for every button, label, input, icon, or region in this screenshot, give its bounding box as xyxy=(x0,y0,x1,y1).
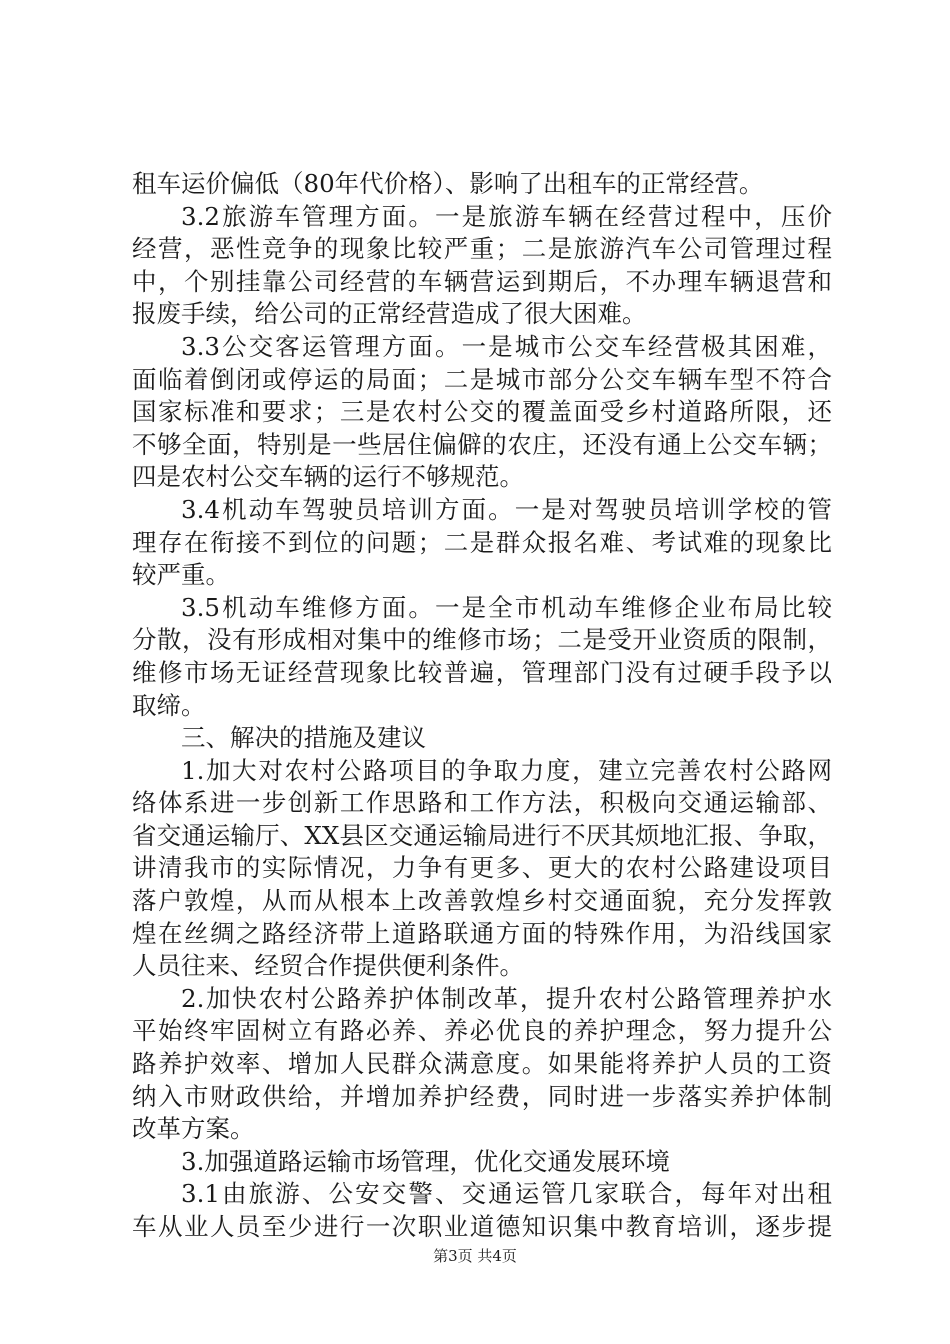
text-line: 面临着倒闭或停运的局面；二是城市部分公交车辆车型不符合 xyxy=(132,364,832,394)
text-line: 人员往来、经贸合作提供便利条件。 xyxy=(132,951,524,981)
text-line: 1.加大对农村公路项目的争取力度，建立完善农村公路网 xyxy=(181,755,832,785)
text-line: 3.1由旅游、公安交警、交通运管几家联合，每年对出租 xyxy=(181,1179,832,1209)
text-line: 3.5机动车维修方面。一是全市机动车维修企业布局比较 xyxy=(181,592,832,622)
text-line: 租车运价偏低（80年代价格）、影响了出租车的正常经营。 xyxy=(132,169,764,198)
page-footer: 第3页 共4页 xyxy=(433,1247,517,1265)
text-line: 三、解决的措施及建议 xyxy=(181,723,426,753)
text-line: 3.加强道路运输市场管理，优化交通发展环境 xyxy=(181,1146,670,1176)
text-line: 理存在衔接不到位的问题；二是群众报名难、考试难的现象比 xyxy=(132,527,832,557)
text-line: 报废手续，给公司的正常经营造成了很大困难。 xyxy=(132,299,647,329)
text-line: 纳入市财政供给，并增加养护经费，同时进一步落实养护体制 xyxy=(132,1081,832,1111)
text-line: 四是农村公交车辆的运行不够规范。 xyxy=(132,462,524,492)
text-line: 3.4机动车驾驶员培训方面。一是对驾驶员培训学校的管 xyxy=(181,494,832,524)
text-line: 3.3公交客运管理方面。一是城市公交车经营极其困难， xyxy=(181,331,832,361)
body-text xyxy=(132,168,832,1244)
text-line: 煌在丝绸之路经济带上道路联通方面的特殊作用，为沿线国家 xyxy=(132,918,832,948)
text-line: 国家标准和要求；三是农村公交的覆盖面受乡村道路所限，还 xyxy=(132,397,832,427)
text-line: 分散，没有形成相对集中的维修市场；二是受开业资质的限制， xyxy=(132,625,832,655)
text-line: 经营，恶性竞争的现象比较严重；二是旅游汽车公司管理过程 xyxy=(132,234,832,264)
text-line: 落户敦煌，从而从根本上改善敦煌乡村交通面貌，充分发挥敦 xyxy=(132,886,832,916)
text-line: 车从业人员至少进行一次职业道德知识集中教育培训，逐步提 xyxy=(132,1212,832,1241)
text-line: 取缔。 xyxy=(132,690,206,720)
text-line: 不够全面，特别是一些居住偏僻的农庄，还没有通上公交车辆； xyxy=(132,429,832,459)
text-line: 3.2旅游车管理方面。一是旅游车辆在经营过程中，压价 xyxy=(181,201,832,231)
text-line: 2.加快农村公路养护体制改革，提升农村公路管理养护水 xyxy=(181,983,832,1013)
text-line: 平始终牢固树立有路必养、养必优良的养护理念，努力提升公 xyxy=(132,1016,832,1046)
text-line: 路养护效率、增加人民群众满意度。如果能将养护人员的工资 xyxy=(132,1049,832,1079)
text-line: 较严重。 xyxy=(132,560,230,590)
text-line: 讲清我市的实际情况，力争有更多、更大的农村公路建设项目 xyxy=(132,853,832,883)
text-line: 络体系进一步创新工作思路和工作方法，积极向交通运输部、 xyxy=(132,788,832,818)
text-line: 省交通运输厅、XX县区交通运输局进行不厌其烦地汇报、争取， xyxy=(132,820,832,850)
text-line: 维修市场无证经营现象比较普遍，管理部门没有过硬手段予以 xyxy=(132,657,832,687)
text-line: 改革方案。 xyxy=(132,1114,255,1144)
text-line: 中，个别挂靠公司经营的车辆营运到期后，不办理车辆退营和 xyxy=(132,266,832,296)
